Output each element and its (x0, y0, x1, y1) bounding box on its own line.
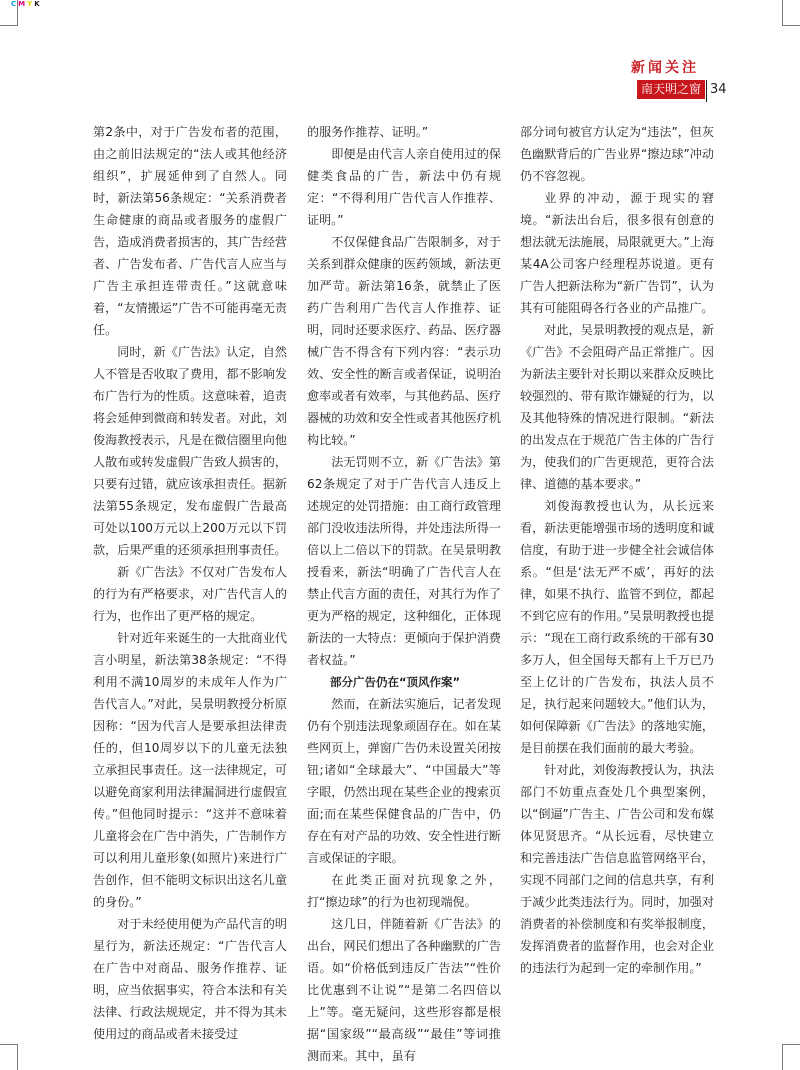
article-paragraph: 这几日，伴随着新《广告法》的出台，网民们想出了各种幽默的广告语。如“价格低到违反广告法”“性价比优惠到不让说”“是第二名四倍以上”等。毫无疑问，这些形容都是根据“国家级”“最高级”“最佳”等词推测而来。其中，虽有 (307, 917, 501, 1063)
article-paragraph: 的服务作推荐、证明。” (307, 125, 429, 139)
cmyk-mark-k: K (34, 0, 40, 8)
article-paragraph: 刘俊海教授也认为，从长远来看，新法更能增强市场的透明度和诚信度，有助于进一步健全社会诚信体系。“但是‘法无严不威’，再好的法律，如果不执行、监管不到位，都起不到它应有的作用。”吴景明教授也提示：“现在工商行政系统的干部有30多万人，但全国每天都有上千万已乃至上亿计的广告发布，执法人员不足，执行起来问题较大。”他们认为，如何保障新《广告法》的落地实施，是目前摆在我们面前的最大考验。 (520, 499, 714, 755)
header-divider (706, 80, 707, 102)
crop-mark-top-left-h (0, 25, 18, 26)
article-column-1 (93, 121, 287, 1045)
article-paragraph: 同时，新《广告法》认定，自然人不管是否收取了费用，都不影响发布广告行为的性质。这意味着，追责将会延伸到微商和转发者。对此，刘俊海教授表示，凡是在微信圈里向他人散布或转发虚假广告致人损害的，只要有过错，就应该承担责任。据新法第55条规定，发布虚假广告最高可处以100万元以上200万元以下罚款，后果严重的还须承担刑事责任。 (93, 345, 287, 557)
article-paragraph: 针对此，刘俊海教授认为，执法部门不妨重点查处几个典型案例，以“倒逼”广告主、广告公司和发布媒体见贤思齐。“从长远看，尽快建立和完善违法广告信息监管网络平台，实现不同部门之间的信息共享，有利于减少此类违法行为。同时，加强对消费者的补偿制度和有奖举报制度，发挥消费者的监督作用，也会对企业的违法行为起到一定的牵制作用。” (520, 763, 714, 975)
crop-mark-bottom-left-v (17, 1044, 18, 1070)
crop-mark-bottom-right-v (782, 1044, 783, 1070)
article-paragraph: 法无罚则不立，新《广告法》第62条规定了对于广告代言人违反上述规定的处罚措施：由工商行政管理部门没收违法所得，并处违法所得一倍以上二倍以下的罚款。在吴景明教授看来，新法“明确了广告代言人在禁止代言方面的责任，对其行为作了更为严格的规定，这种细化，正体现新法的一大特点：更倾向于保护消费者权益。” (307, 455, 501, 667)
cmyk-mark-c: C (11, 0, 17, 8)
cmyk-mark-y: Y (27, 0, 33, 8)
column-name-badge: 南天明之窗 (637, 80, 705, 99)
article-paragraph: 对于未经使用便为产品代言的明星行为，新法还规定：“广告代言人在广告中对商品、服务作推荐、证明，应当依据事实，符合本法和有关法律、行政法规规定，并不得为其未使用过的商品或者未接受过 (93, 917, 287, 1041)
article-paragraph: 第2条中，对于广告发布者的范围，由之前旧法规定的“法人或其他经济组织”，扩展延伸到了自然人。同时，新法第56条规定：“关系消费者生命健康的商品或者服务的虚假广告，造成消费者损害的，其广告经营者、广告发布者、广告代言人应当与广告主承担连带责任。”这就意味着，“友情搬运”广告不可能再毫无责任。 (93, 125, 287, 337)
crop-mark-top-right-h (782, 25, 800, 26)
crop-mark-top-right-v (782, 0, 783, 26)
article-paragraph: 业界的冲动，源于现实的窘境。“新法出台后，很多很有创意的想法就无法施展，局限就更大。”上海某4A公司客户经理程苏说道。更有广告人把新法称为“新广告罚”，认为其有可能阻碍各行各业的产品推广。 (520, 191, 714, 315)
article-paragraph: 针对近年来诞生的一大批商业代言小明星，新法第38条规定：“不得利用不满10周岁的未成年人作为广告代言人。”对此，吴景明教授分析原因称：“因为代言人是要承担法律责任的，但10周岁以下的儿童无法独立承担民事责任。这一法律规定，可以避免商家利用法律漏洞进行虚假宣传。”但他同时提示：“这并不意味着儿童将会在广告中消失，广告制作方可以利用儿童形象(如照片)来进行广告创作，但不能明文标识出这名儿童的身份。” (93, 631, 287, 909)
article-paragraph: 对此，吴景明教授的观点是，新《广告》不会阻碍产品正常推广。因为新法主要针对长期以来群众反映比较强烈的、带有欺诈嫌疑的行为，以及其他特殊的情况进行限制。“新法的出发点在于规范广告主体的广告行为，使我们的广告更规范，更符合法律、道德的基本要求。” (520, 323, 714, 491)
article-paragraph: 部分词句被官方认定为“违法”，但灰色幽默背后的广告业界“擦边球”冲动仍不容忽视。 (520, 125, 714, 183)
crop-mark-top-left-v (17, 0, 18, 26)
article-column-3 (520, 121, 714, 979)
article-paragraph: 然而，在新法实施后，记者发现仍有个别违法现象顽固存在。如在某些网页上，弹窗广告仍未设置关闭按钮;诸如“全球最大”、“中国最大”等字眼，仍然出现在某些企业的搜索页面;而在某些保健食品的广告中，仍存在有对产品的功效、安全性进行断言或保证的字眼。 (307, 697, 501, 865)
cmyk-registration-marks (10, 0, 41, 9)
article-paragraph: 新《广告法》不仅对广告发布人的行为有严格要求，对广告代言人的行为，也作出了更严格的规定。 (93, 565, 287, 623)
section-title: 新闻关注 (631, 60, 699, 76)
section-subheading: 部分广告仍在“顶风作案” (330, 675, 461, 689)
article-paragraph: 即便是由代言人亲自使用过的保健类食品的广告，新法中仍有规定：“不得利用广告代言人作推荐、证明。” (307, 147, 501, 227)
article-paragraph: 不仅保健食品广告限制多，对于关系到群众健康的医药领域，新法更加严苛。新法第16条，就禁止了医药广告利用广告代言人作推荐、证明，同时还要求医疗、药品、医疗器械广告不得含有下列内容：“表示功效、安全性的断言或者保证，说明治愈率或者有效率，与其他药品、医疗器械的功效和安全性或者其他医疗机构比较。” (307, 235, 501, 447)
crop-mark-bottom-right-h (782, 1044, 800, 1045)
article-paragraph: 在此类正面对抗现象之外，打“擦边球”的行为也初现端倪。 (307, 873, 501, 909)
crop-mark-bottom-left-h (0, 1044, 18, 1045)
cmyk-mark-m: M (18, 0, 26, 8)
page-number: 34 (710, 82, 727, 97)
article-column-2 (307, 121, 501, 1067)
